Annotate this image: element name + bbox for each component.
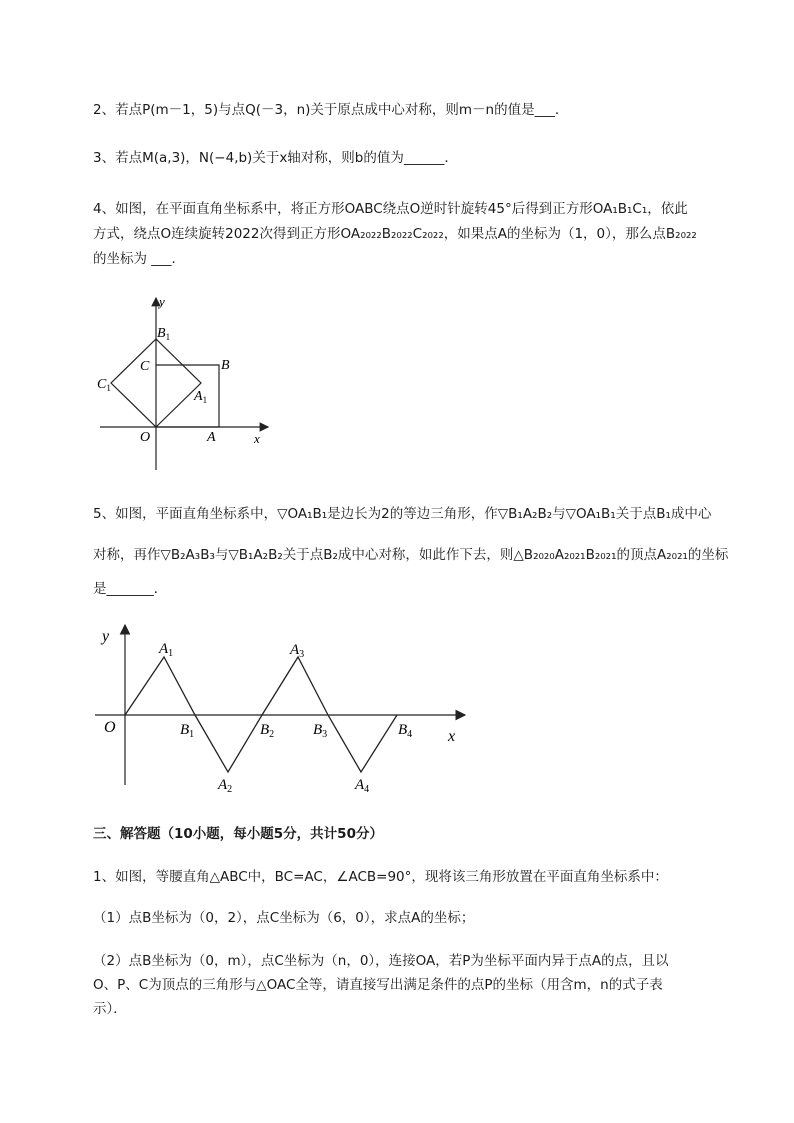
solve-question-1-part-2-line-1: （2）点B坐标为（0，m），点C坐标为（n，0），连接OA，若P为坐标平面内异于点A的点，且以 [93,953,669,969]
solve-question-1-part-2-line-2: O、P、C为顶点的三角形与△OAC全等，请直接写出满足条件的点P的坐标（用含m，n的式子表 [93,977,663,993]
section-3-heading: 三、解答题（10小题，每小题5分，共计50分） [93,826,383,842]
label-a2: $A_2$ [218,777,233,795]
label-o: O [104,719,116,736]
figure-equilateral-zigzag [90,620,475,800]
question-2: 2、若点P(m－1，5)与点Q(－3，n)关于原点成中心对称，则m－n的值是___． [93,102,569,118]
question-5-line-2: 对称，再作▽B₂A₃B₃与▽B₁A₂B₂关于点B₂成中心对称，如此作下去，则△B₂₀₂₀A₂₀₂₁B₂₀₂₁的顶点A₂₀₂₁的坐标 [93,547,729,563]
label-a: A [207,430,216,445]
label-a1: $A_1$ [159,641,174,659]
question-4-line-2: 方式，绕点O连续旋转2022次得到正方形OA₂₀₂₂B₂₀₂₂C₂₀₂₂，如果点A的坐标为（1，0），那么点B₂₀₂₂ [93,226,697,242]
label-y: y [102,628,110,645]
question-5-line-3: 是_______． [93,581,168,597]
question-3: 3、若点M(a,3)，N(−4,b)关于x轴对称，则b的值为______． [93,150,458,166]
label-b3: $B_3$ [313,722,328,740]
label-y: y [159,294,165,309]
label-a4: $A_4$ [355,777,370,795]
label-x: x [254,431,260,446]
question-4-line-3: 的坐标为 ___． [93,251,186,267]
label-b1: $B_1$ [180,722,195,740]
label-a1: $A_1$ [194,389,208,405]
label-b4: $B_4$ [398,722,413,740]
solve-question-1-part-1: （1）点B坐标为（0，2），点C坐标为（6，0），求点A的坐标； [93,910,475,926]
figure-square-rotation [90,290,280,475]
label-c: C [140,359,150,374]
label-a3: $A_3$ [290,642,305,660]
label-o: O [140,430,151,445]
label-c1: $C_1$ [97,377,111,393]
solve-question-1-part-2-line-3: 示）． [93,1001,127,1017]
question-4-line-1: 4、如图，在平面直角坐标系中，将正方形OABC绕点O逆时针旋转45°后得到正方形OA₁B₁C₁，依此 [93,201,688,217]
label-b2: $B_2$ [260,722,275,740]
label-b: B [221,358,230,373]
label-x: x [448,728,456,745]
label-b1: $B_1$ [157,326,171,342]
question-5-line-1: 5、如图，平面直角坐标系中，▽OA₁B₁是边长为2的等边三角形，作▽B₁A₂B₂与▽OA₁B₁关于点B₁成中心 [93,506,712,522]
solve-question-1: 1、如图，等腰直角△ABC中，BC=AC，∠ACB=90°，现将该三角形放置在平面直角坐标系中： [93,869,668,885]
